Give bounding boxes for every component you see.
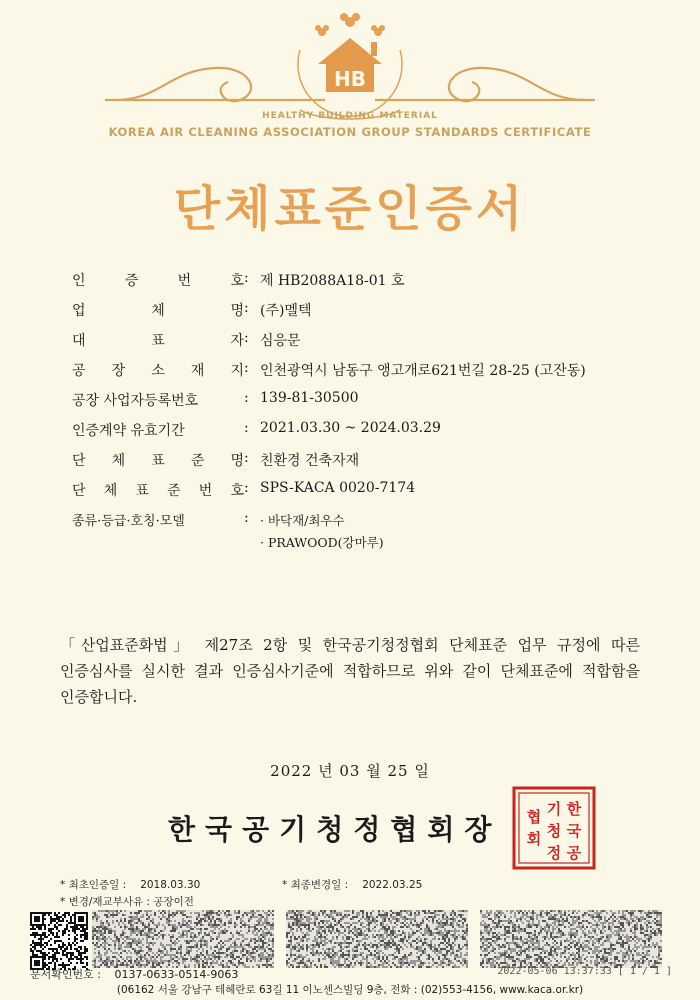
field-colon: :: [244, 510, 249, 526]
security-barcode-1: [92, 910, 274, 968]
field-colon: :: [244, 270, 249, 286]
healthy-building-emblem: [0, 0, 700, 130]
svg-text:국: 국: [566, 822, 582, 840]
field-row: [72, 330, 672, 360]
svg-text:정: 정: [546, 844, 562, 862]
models-list: [260, 510, 384, 554]
field-colon: :: [244, 420, 249, 436]
change-reason: * 변경/재교부사유 : 공장이전: [60, 896, 194, 908]
models-label: 종류·등급·호칭·모델: [72, 514, 185, 529]
field-colon: :: [244, 480, 249, 496]
clover-icon: [315, 13, 385, 36]
model-item: · 바닥재/최우수: [260, 513, 345, 528]
field-label: 인 증 번 호: [72, 273, 244, 289]
field-row: [72, 270, 672, 300]
field-value: 인천광역시 남동구 앵고개로621번길 28-25 (고잔동): [260, 363, 586, 379]
field-value: SPS-KACA 0020-7174: [260, 480, 416, 496]
field-row: [72, 450, 672, 480]
field-label: 공 장 소 재 지: [72, 363, 244, 379]
field-colon: :: [244, 450, 249, 466]
qr-code-icon: [30, 912, 88, 970]
svg-text:한: 한: [566, 800, 582, 818]
print-timestamp: 2022-05-06 13:37:33 [ 1 / 1 ]: [497, 966, 672, 977]
field-row: [72, 360, 672, 390]
field-value: 2021.03.30 ~ 2024.03.29: [260, 420, 441, 436]
field-row: [72, 300, 672, 330]
field-label: 공장 사업자등록번호: [72, 393, 199, 409]
house-icon: [318, 38, 382, 92]
field-row: [72, 390, 672, 420]
field-label: 단 체 표 준 명: [72, 453, 244, 469]
svg-text:HB: HB: [334, 67, 366, 91]
model-item: · PRAWOOD(강마루): [260, 535, 384, 550]
issue-date: 2022 년 03 월 25 일: [270, 762, 430, 780]
field-value: (주)멜텍: [260, 303, 312, 319]
field-label: 업 체 명: [72, 303, 244, 319]
security-barcode-3: [480, 910, 662, 968]
field-label: 대 표 자: [72, 333, 244, 349]
field-value: 심응문: [260, 333, 301, 349]
field-colon: :: [244, 360, 249, 376]
field-colon: :: [244, 330, 249, 346]
document-verification-number: 문서확인번호 : 0137-0633-0514-9063: [30, 968, 239, 981]
field-label: 단 체 표 준 번 호: [72, 483, 244, 499]
last-change-date: * 최종변경일 : 2022.03.25: [282, 879, 423, 891]
certificate-fields: [72, 270, 672, 570]
official-seal: [512, 786, 596, 870]
security-barcode-2: [286, 910, 468, 968]
svg-text:HEALTHY BUILDING MATERIAL: HEALTHY BUILDING MATERIAL: [262, 111, 438, 121]
field-value: 친환경 건축자재: [260, 453, 360, 469]
certificate-title: 단체표준인증서: [173, 181, 527, 237]
field-colon: :: [244, 300, 249, 316]
svg-text:공: 공: [566, 844, 582, 862]
field-label: 인증계약 유효기간: [72, 423, 185, 439]
field-colon: :: [244, 390, 249, 406]
field-value: 제 HB2088A18-01 호: [260, 273, 405, 289]
organization-english-name: KOREA AIR CLEANING ASSOCIATION GROUP STANDARDS CERTIFICATE: [108, 125, 592, 139]
models-row: [72, 510, 672, 570]
field-value: 139-81-30500: [260, 390, 359, 406]
issuer-name: 한국공기청정협회장: [168, 813, 502, 846]
first-cert-date: * 최초인증일 : 2018.03.30: [60, 879, 201, 891]
svg-text:기: 기: [546, 800, 562, 818]
association-address: (06162 서울 강남구 테헤란로 63길 11 이노센스빌딩 9층, 전화 : (02)553-4156, www.kaca.or.kr): [116, 984, 584, 996]
svg-text:청: 청: [546, 822, 562, 840]
field-row: [72, 420, 672, 450]
svg-text:회: 회: [526, 830, 542, 848]
svg-text:협: 협: [526, 808, 542, 826]
field-row: [72, 480, 672, 510]
certification-statement: 「산업표준화법」 제27조 2항 및 한국공기청정협회 단체표준 업무 규정에 따른 인증심사를 실시한 결과 인증심사기준에 적합하므로 위와 같이 단체표준에 적합함을 인증합니다.: [60, 636, 640, 706]
